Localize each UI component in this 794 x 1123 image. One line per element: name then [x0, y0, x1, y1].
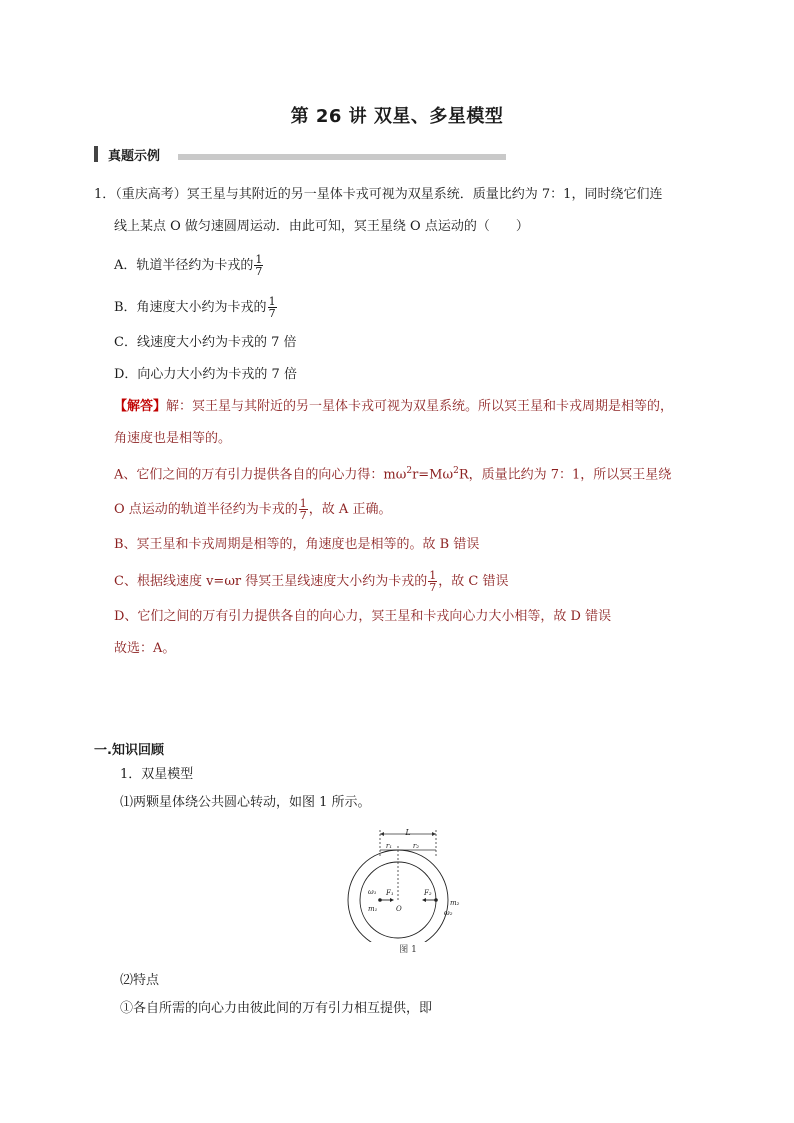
- option-b-fraction-num: 1: [268, 295, 276, 308]
- label-m1: m₁: [368, 905, 378, 913]
- answer-a2-fraction-num: 1: [299, 497, 307, 510]
- label-F2: F₂: [424, 889, 432, 897]
- answer-c-post: ，故 C 错误: [438, 574, 509, 589]
- l-arrow-left: [380, 832, 384, 836]
- answer-a-line-2: [114, 498, 391, 521]
- review-point-3: ①各自所需的向心力由彼此间的万有引力相互提供，即: [120, 1001, 433, 1016]
- binary-star-diagram: [346, 828, 470, 942]
- answer-d-line: D、它们之间的万有引力提供各自的向心力，冥王星和卡戎向心力大小相等，故 D 错误: [114, 609, 612, 624]
- answer-c-line: [114, 570, 508, 593]
- review-point-1: ⑴两颗星体绕公共圆心转动，如图 1 所示。: [120, 795, 371, 810]
- review-item-1: 1．双星模型: [120, 767, 194, 782]
- answer-a2-pre: O 点运动的轨道半径约为卡戎的: [114, 502, 298, 517]
- label-L: L: [405, 828, 411, 837]
- answer-c-fraction-den: 7: [429, 581, 437, 594]
- label-r1: r₁: [385, 842, 393, 850]
- answer-c-fraction-num: 1: [429, 569, 437, 582]
- option-b-fraction-den: 7: [268, 307, 276, 320]
- question-stem-line-1: 1．（重庆高考）冥王星与其附近的另一星体卡戎可视为双星系统．质量比约为 7：1，同时绕它们连: [94, 187, 663, 202]
- label-O: O: [396, 905, 402, 913]
- answer-a-pre: A、它们之间的万有引力提供各自的向心力得：mω: [114, 467, 407, 483]
- answer-a-sup-1: 2: [406, 466, 413, 476]
- label-w2: ω₂: [444, 909, 453, 917]
- review-heading: 一.知识回顾: [94, 743, 164, 758]
- answer-line-2: 角速度也是相等的。: [114, 431, 232, 446]
- answer-a-sup-2: 2: [453, 466, 459, 476]
- answer-a-mid: r=Mω: [412, 467, 454, 483]
- option-a: [114, 254, 264, 277]
- question-stem-line-2: 线上某点 O 做匀速圆周运动．由此可知，冥王星绕 O 点运动的（ ）: [114, 219, 529, 234]
- option-b-text: B．角速度大小约为卡戎的: [114, 300, 267, 315]
- option-b: [114, 296, 278, 319]
- answer-a-post: R，质量比约为 7：1，所以冥王星绕: [458, 467, 672, 483]
- answer-c-fraction: [428, 570, 437, 593]
- answer-a-line-1: [114, 462, 671, 484]
- answer-bracket: 【解答】: [114, 399, 167, 414]
- option-a-fraction-den: 7: [255, 265, 263, 278]
- answer-a2-post: ，故 A 正确。: [308, 502, 392, 517]
- figure-1: [346, 828, 470, 958]
- option-d: D．向心力大小约为卡戎的 7 倍: [114, 367, 297, 382]
- review-point-2: ⑵特点: [120, 973, 160, 988]
- label-m2: m₂: [450, 899, 460, 907]
- force-f1-arrow: [390, 898, 394, 902]
- option-b-fraction: [268, 296, 277, 319]
- section-rule: [178, 154, 506, 160]
- section-marker: [94, 146, 98, 162]
- option-a-fraction: [254, 254, 263, 277]
- answer-a2-fraction-den: 7: [299, 509, 307, 522]
- answer-line-1: [114, 398, 673, 416]
- answer-choice: 故选：A。: [114, 641, 176, 656]
- label-w1: ω₁: [368, 888, 377, 896]
- figure-caption: 图 1: [399, 945, 417, 955]
- answer-a2-fraction: [299, 498, 308, 521]
- answer-intro: 解：冥王星与其附近的另一星体卡戎可视为双星系统。所以冥王星和卡戎周期是相等的，: [166, 399, 674, 414]
- page-title: 第 26 讲 双星、多星模型: [290, 106, 504, 127]
- option-a-text: A．轨道半径约为卡戎的: [114, 258, 254, 273]
- option-c: C．线速度大小约为卡戎的 7 倍: [114, 335, 297, 350]
- force-f2-arrow: [422, 898, 426, 902]
- answer-b-line: B、冥王星和卡戎周期是相等的，角速度也是相等的。故 B 错误: [114, 537, 480, 552]
- l-arrow-right: [432, 832, 436, 836]
- section-label: 真题示例: [108, 149, 161, 164]
- label-F1: F₁: [386, 889, 394, 897]
- option-a-fraction-num: 1: [255, 253, 263, 266]
- label-r2: r₂: [412, 842, 420, 850]
- answer-c-pre: C、根据线速度 v=ωr 得冥王星线速度大小约为卡戎的: [114, 574, 428, 589]
